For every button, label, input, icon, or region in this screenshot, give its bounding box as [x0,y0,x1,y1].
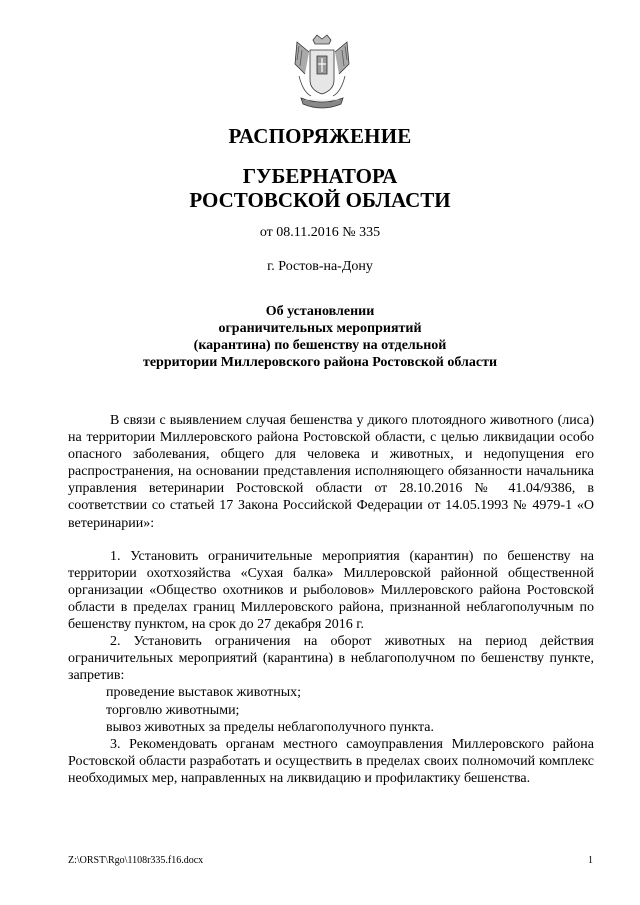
subject-line-1: Об установлении [265,304,375,319]
item-2-paragraph: 2. Установить ограничения на оборот животных на период действия ограничительных мероприятий (карантина) в неблагополучном по бешенству пункте, запретив: [68,634,594,684]
item-2-sub-3: вывоз животных за пределы неблагополучного пункта. [106,719,434,735]
page-number: 1 [588,855,593,866]
document-type-heading: РАСПОРЯЖЕНИЕ [228,124,412,148]
item-2-sub-1: проведение выставок животных; [106,685,302,701]
issuer-line-2: РОСТОВСКОЙ ОБЛАСТИ [189,188,451,212]
item-2-sub-2: торговлю животными; [106,702,240,718]
preamble-paragraph: В связи с выявлением случая бешенства у дикого плотоядного животного (лиса) на территории Миллеровского района Ростовской области, с целью ликвидации особо опасного заболевания, общего для человека и животных, и недопущения его распространения, на основании представления исполняющего обязанности начальника управления ветеринарии Ростовской области от 28.10.2016 № 41.04/9386, в соответствии со статьей 17 Закона Российской Федерации от 14.05.1993 № 4979-1 «О ветеринарии»: [68,413,594,531]
paragraph-spacer [68,532,594,548]
document-date-number: от 08.11.2016 № 335 [259,225,381,240]
subject-line-3: (карантина) по бешенству на отдельной [193,338,447,353]
document-body [68,412,594,787]
coat-of-arms-icon [293,34,351,114]
issue-city: г. Ростов-на-Дону [267,259,373,274]
item-1-paragraph: 1. Установить ограничительные мероприятия (карантин) по бешенству на территории охотхозяйства «Сухая балка» Миллеровской районной общественной организации «Общество охотников и рыболовов» Миллеровского района Ростовской области в пределах границ Миллеровского района, признанной неблагополучным по бешенству пунктом, на срок до 27 декабря 2016 г. [68,548,594,633]
item-3-paragraph: 3. Рекомендовать органам местного самоуправления Миллеровского района Ростовской области разработать и осуществить в пределах своих полномочий комплекс необходимых мер, направленных на ликвидацию и профилактику бешенства. [68,736,594,786]
subject-line-4: территории Миллеровского района Ростовской области [142,355,498,370]
issuer-heading [0,164,640,212]
document-subject [0,303,640,371]
subject-line-2: ограничительных мероприятий [218,321,422,336]
footer-file-path: Z:\ORST\Rgo\1108r335.f16.docx [68,855,204,866]
issuer-line-1: ГУБЕРНАТОРА [242,164,398,188]
